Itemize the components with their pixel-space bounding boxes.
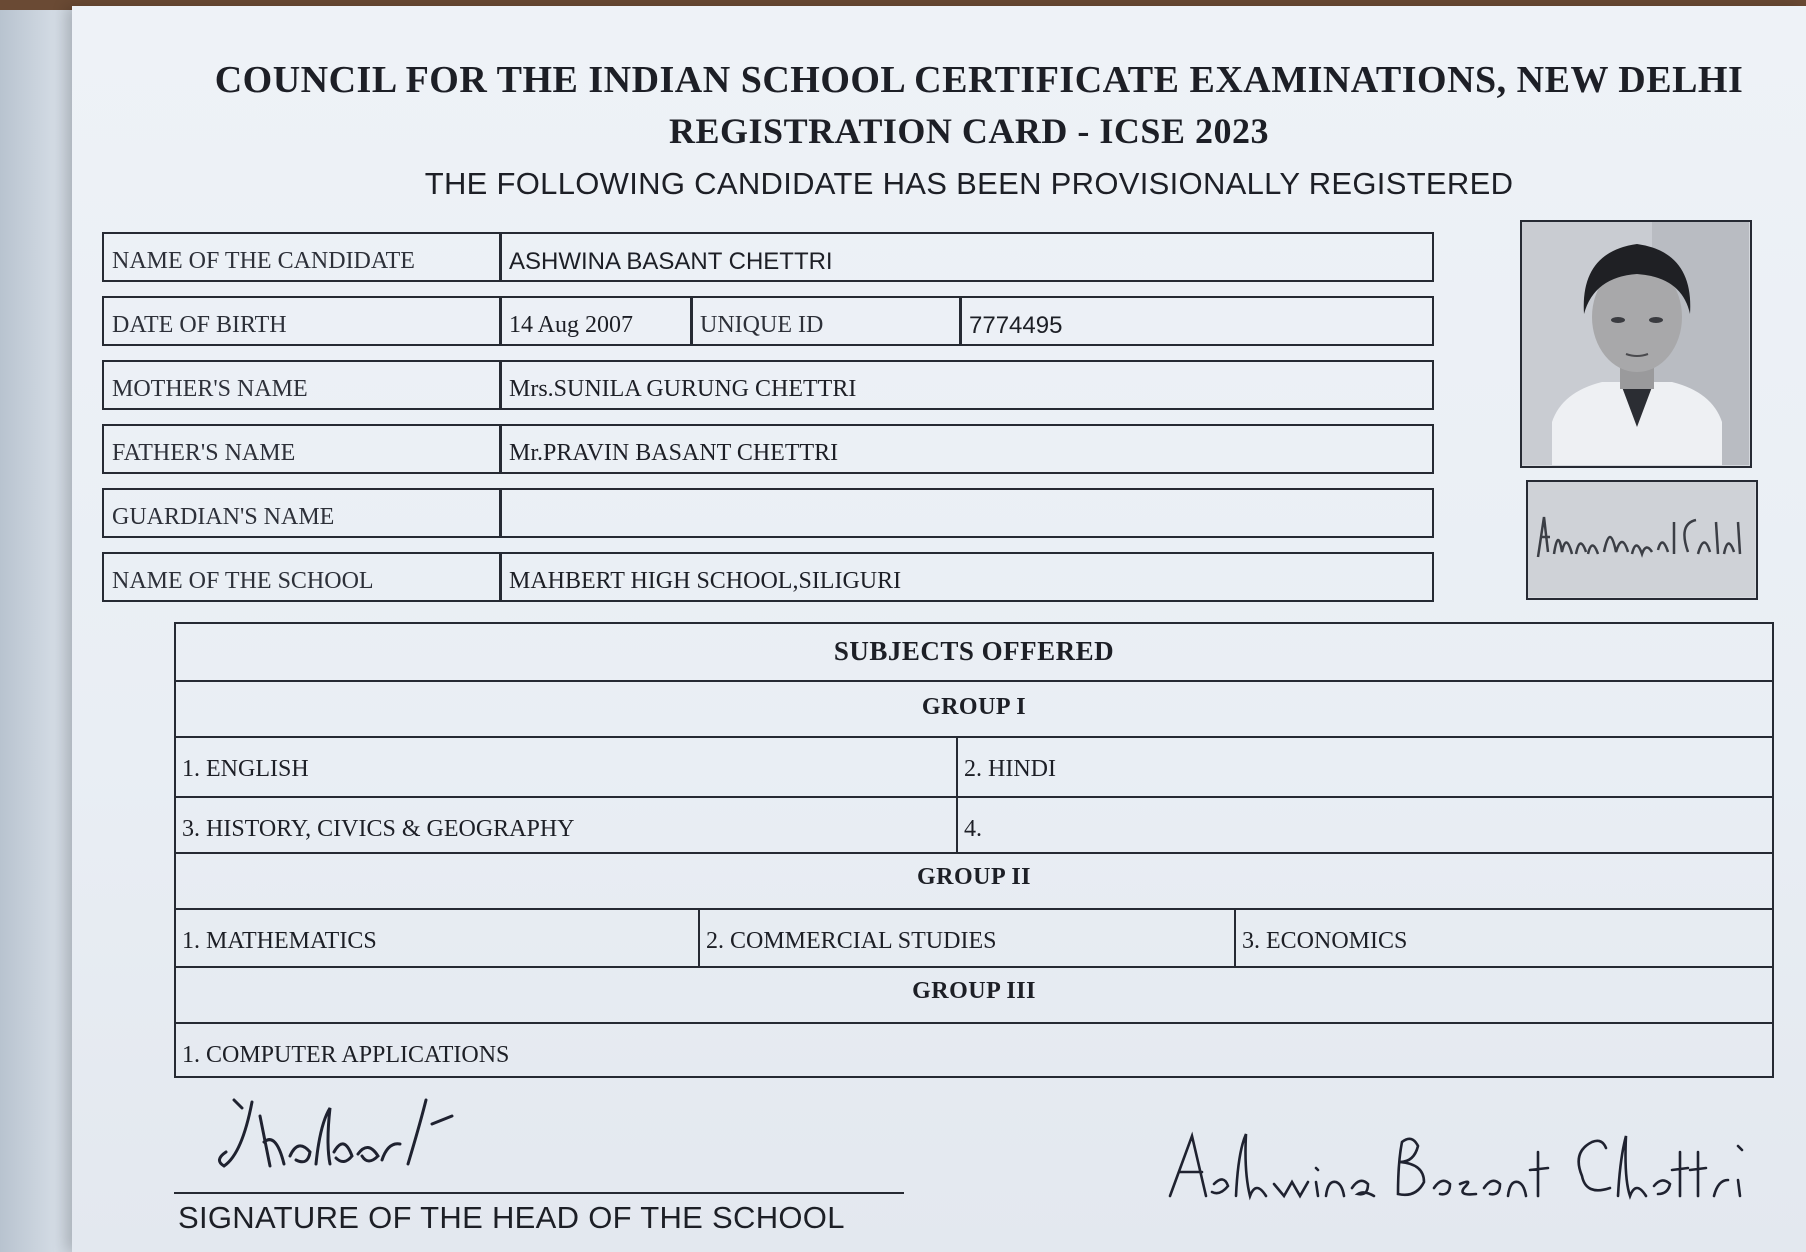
school-name-label: NAME OF THE SCHOOL [102, 552, 502, 602]
candidate-name-label: NAME OF THE CANDIDATE [102, 232, 502, 282]
row-school-name [102, 552, 1434, 602]
group-i-heading: GROUP I [176, 682, 1772, 738]
row-father-name [102, 424, 1434, 474]
row-dob-uid [102, 296, 1434, 346]
subject-cell: 3. HISTORY, CIVICS & GEOGRAPHY [182, 816, 575, 842]
subject-cell: 1. COMPUTER APPLICATIONS [182, 1042, 510, 1068]
school-name-value: MAHBERT HIGH SCHOOL,SILIGURI [499, 552, 1434, 602]
council-heading: COUNCIL FOR THE INDIAN SCHOOL CERTIFICATE EXAMINATIONS, NEW DELHI [214, 59, 1744, 101]
group-i-row-2 [176, 798, 1772, 854]
candidate-photo [1520, 220, 1752, 468]
unique-id-label: UNIQUE ID [690, 296, 962, 346]
subject-cell: 2. HINDI [956, 738, 1776, 796]
group-ii-heading: GROUP II [176, 854, 1772, 910]
candidate-signature-box [1526, 480, 1758, 600]
subject-cell: 2. COMMERCIAL STUDIES [698, 910, 1234, 966]
registration-notice: THE FOLLOWING CANDIDATE HAS BEEN PROVISIONALLY REGISTERED [424, 166, 1514, 201]
group-ii-row [176, 910, 1772, 968]
guardian-name-value [499, 488, 1434, 538]
row-guardian-name [102, 488, 1434, 538]
subject-cell: 4. [956, 798, 1776, 852]
mother-name-label: MOTHER'S NAME [102, 360, 502, 410]
card-title: REGISTRATION CARD - ICSE 2023 [669, 111, 1269, 151]
dob-value: 14 Aug 2007 [499, 296, 693, 346]
subjects-offered-heading: SUBJECTS OFFERED [176, 624, 1772, 682]
candidate-signature-image [1162, 1122, 1762, 1222]
group-iii-row [176, 1024, 1772, 1078]
unique-id-value: 7774495 [959, 296, 1434, 346]
guardian-name-label: GUARDIAN'S NAME [102, 488, 502, 538]
head-signature-image [212, 1094, 592, 1184]
mother-name-value: Mrs.SUNILA GURUNG CHETTRI [499, 360, 1434, 410]
group-iii-heading: GROUP III [176, 968, 1772, 1024]
father-name-label: FATHER'S NAME [102, 424, 502, 474]
head-signature-caption: SIGNATURE OF THE HEAD OF THE SCHOOL [178, 1200, 845, 1235]
row-candidate-name [102, 232, 1434, 282]
subject-cell: 1. MATHEMATICS [182, 928, 377, 954]
registration-card [72, 6, 1806, 1252]
subject-cell: 3. ECONOMICS [1234, 910, 1776, 966]
group-i-row-1 [176, 738, 1772, 798]
photo-signature-image [1528, 482, 1755, 597]
dob-label: DATE OF BIRTH [102, 296, 502, 346]
subjects-table [174, 622, 1774, 1078]
head-signature-line [174, 1192, 904, 1194]
row-mother-name [102, 360, 1434, 410]
subject-cell: 1. ENGLISH [182, 756, 309, 782]
father-name-value: Mr.PRAVIN BASANT CHETTRI [499, 424, 1434, 474]
candidate-name-value: ASHWINA BASANT CHETTRI [499, 232, 1434, 282]
